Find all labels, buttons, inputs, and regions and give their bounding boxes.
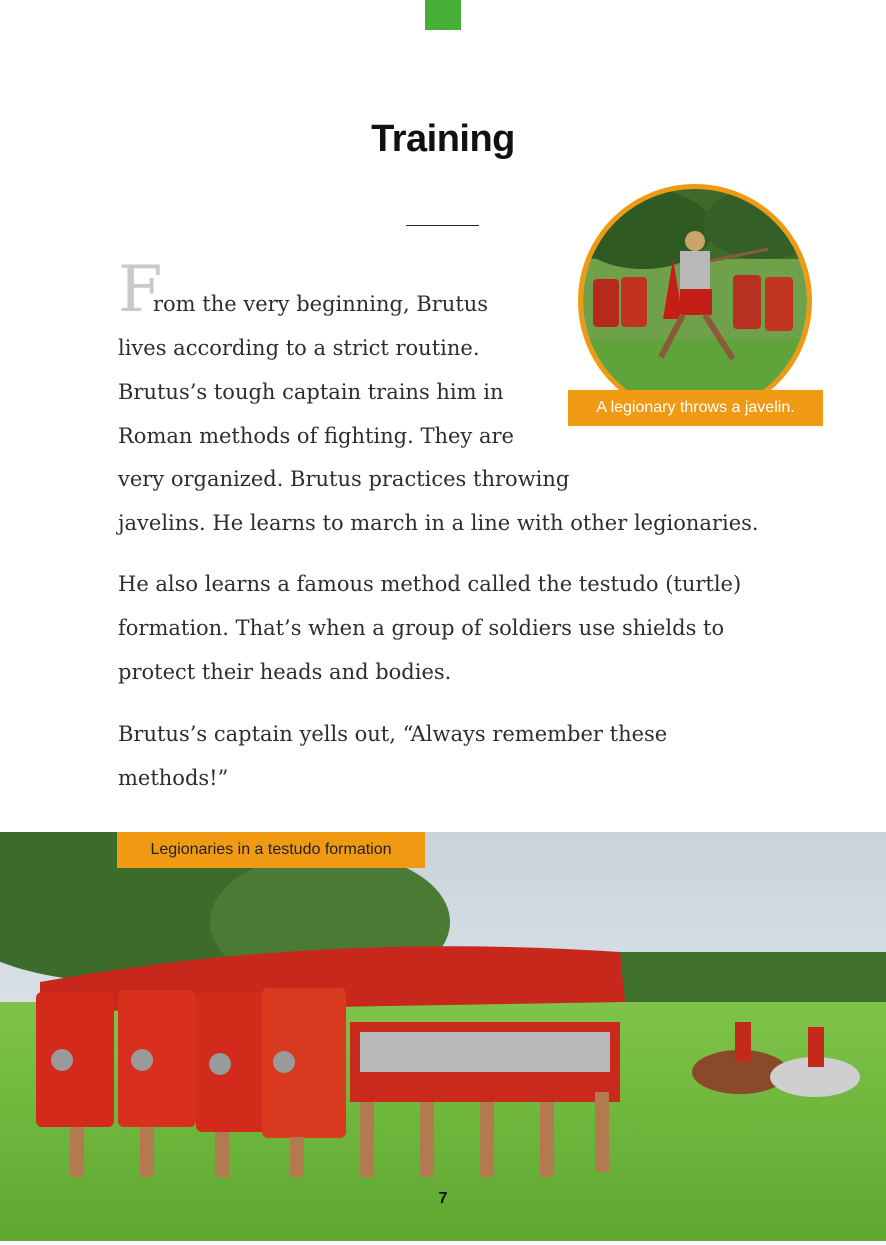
body-line: Roman methods of fighting. They are [118,424,514,448]
title-divider [406,225,479,226]
body-line: Brutus’s captain yells out, “Always remember these [118,722,668,746]
body-line: very organized. Brutus practices throwing [118,467,570,491]
testudo-photo-caption: Legionaries in a testudo formation [117,832,425,868]
body-line: methods!” [118,766,229,790]
javelin-photo [578,184,812,418]
body-line: protect their heads and bodies. [118,660,452,684]
page-number: 7 [438,1190,448,1207]
testudo-photo-illustration [0,832,886,1241]
javelin-photo-caption: A legionary throws a javelin. [568,390,823,426]
javelin-photo-illustration [583,189,807,413]
testudo-photo [0,832,886,1241]
body-line: lives according to a strict routine. [118,336,480,360]
body-line: Brutus’s tough captain trains him in [118,380,504,404]
body-line: formation. That’s when a group of soldiers use shields to [118,616,725,640]
body-line: javelins. He learns to march in a line with other legionaries. [118,511,759,535]
green-section-tab [425,0,461,30]
drop-cap: F [118,253,163,327]
body-line: He also learns a famous method called the testudo (turtle) [118,572,742,596]
page-title: Training [371,118,515,160]
body-line: rom the very beginning, Brutus [153,292,489,316]
